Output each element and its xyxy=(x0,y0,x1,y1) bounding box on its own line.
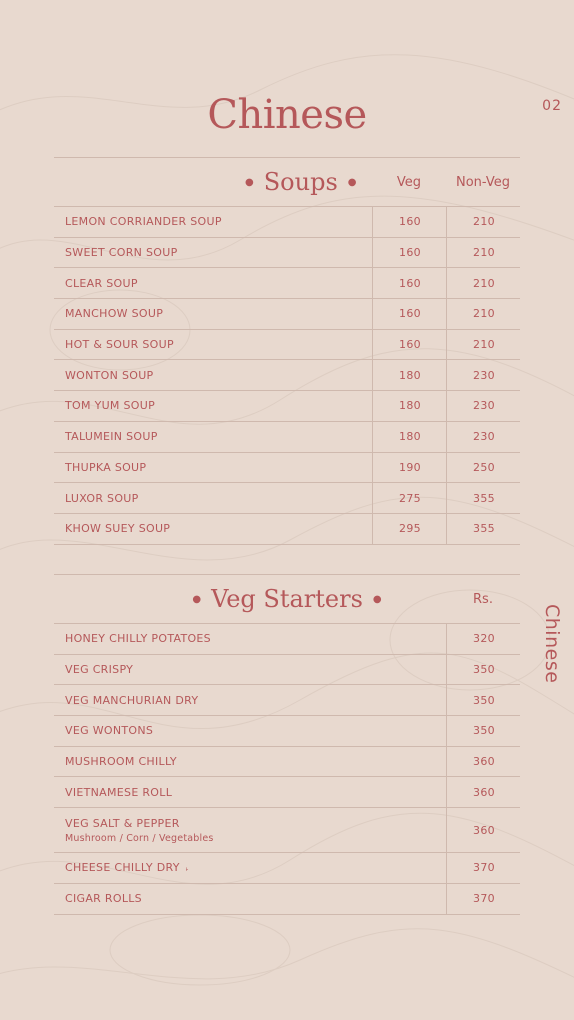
item-name-text: VEG SALT & PEPPER xyxy=(65,816,180,830)
table-row xyxy=(54,514,520,545)
item-name xyxy=(65,685,198,715)
table-row xyxy=(54,422,520,453)
item-name xyxy=(65,884,142,914)
veg-starters-section xyxy=(54,574,520,915)
soups-section xyxy=(54,157,520,545)
nonveg-price: 210 xyxy=(446,268,521,298)
page-title: Chinese xyxy=(207,92,367,138)
item-price: 360 xyxy=(446,777,521,807)
item-name-text: CIGAR ROLLS xyxy=(65,892,142,906)
veg-price: 160 xyxy=(372,207,447,237)
veg-price: 180 xyxy=(372,360,447,390)
item-name: SWEET CORN SOUP xyxy=(65,246,178,260)
item-name-line xyxy=(65,724,153,737)
table-row xyxy=(54,716,520,747)
veg-starters-list xyxy=(54,624,520,915)
veg-price: 275 xyxy=(372,483,447,513)
nonveg-price: 355 xyxy=(446,483,521,513)
item-name: CLEAR SOUP xyxy=(65,276,138,290)
table-row xyxy=(54,853,520,884)
nonveg-price: 230 xyxy=(446,422,521,452)
table-row xyxy=(54,268,520,299)
veg-column-header: Veg xyxy=(396,174,422,190)
item-price: 370 xyxy=(446,884,521,914)
item-name: LEMON CORRIANDER SOUP xyxy=(65,215,222,229)
nonveg-price: 230 xyxy=(446,391,521,421)
item-price: 350 xyxy=(446,716,521,746)
table-row xyxy=(54,747,520,778)
bullet-icon: ● xyxy=(347,176,357,188)
item-name-text: VEG MANCHURIAN DRY xyxy=(65,693,199,707)
item-name-line xyxy=(65,694,198,707)
veg-price: 160 xyxy=(372,238,447,268)
item-price: 320 xyxy=(446,624,521,654)
item-price: 370 xyxy=(446,853,521,883)
item-name-text: VIETNAMESE ROLL xyxy=(65,785,173,799)
item-name-line xyxy=(65,663,133,676)
item-name xyxy=(65,655,133,685)
item-name xyxy=(65,716,153,746)
table-row xyxy=(54,655,520,686)
item-name-text: VEG WONTONS xyxy=(65,724,154,738)
veg-price: 190 xyxy=(372,453,447,483)
bullet-icon: ● xyxy=(245,176,254,188)
item-name xyxy=(65,808,214,852)
soups-header xyxy=(54,157,520,207)
table-row xyxy=(54,238,520,269)
veg-price: 180 xyxy=(372,391,447,421)
item-price: 360 xyxy=(446,747,521,777)
item-name-line xyxy=(65,892,142,905)
table-row xyxy=(54,330,520,361)
side-section-label: Chinese xyxy=(541,604,563,684)
table-row xyxy=(54,777,520,808)
nonveg-price: 210 xyxy=(446,207,521,237)
table-row xyxy=(54,808,520,853)
nonveg-price: 230 xyxy=(446,360,521,390)
item-name: MANCHOW SOUP xyxy=(65,307,164,321)
bullet-icon: ● xyxy=(372,593,382,605)
item-name: TOM YUM SOUP xyxy=(65,399,156,413)
nonveg-price: 250 xyxy=(446,453,521,483)
item-name: LUXOR SOUP xyxy=(65,491,139,505)
spicy-mark-icon: ˫ xyxy=(185,864,189,874)
veg-starters-title-text: Veg Starters xyxy=(211,585,363,613)
item-name: THUPKA SOUP xyxy=(65,460,147,474)
nonveg-price: 210 xyxy=(446,330,521,360)
item-name-text: CHEESE CHILLY DRY xyxy=(65,861,180,875)
veg-price: 180 xyxy=(372,422,447,452)
item-name xyxy=(65,853,189,883)
table-row xyxy=(54,685,520,716)
item-name xyxy=(65,747,177,777)
item-price: 350 xyxy=(446,655,521,685)
table-row xyxy=(54,624,520,655)
item-name: WONTON SOUP xyxy=(65,368,154,382)
item-name: TALUMEIN SOUP xyxy=(65,430,158,444)
table-row xyxy=(54,360,520,391)
item-name-line xyxy=(65,755,177,768)
item-name xyxy=(65,777,172,807)
page-number: 02 xyxy=(542,98,562,114)
item-name-line xyxy=(65,817,214,830)
item-price: 350 xyxy=(446,685,521,715)
item-name: HOT & SOUR SOUP xyxy=(65,338,174,352)
table-row xyxy=(54,299,520,330)
veg-price: 160 xyxy=(372,268,447,298)
item-name-text: VEG CRISPY xyxy=(65,663,134,677)
item-name-line xyxy=(65,786,172,799)
soups-list xyxy=(54,207,520,545)
table-row xyxy=(54,453,520,484)
item-name-text: MUSHROOM CHILLY xyxy=(65,755,177,769)
nonveg-price: 355 xyxy=(446,514,521,544)
veg-starters-header xyxy=(54,574,520,624)
table-row xyxy=(54,391,520,422)
nonveg-price: 210 xyxy=(446,299,521,329)
bullet-icon: ● xyxy=(192,593,202,605)
soups-title-text: Soups xyxy=(263,168,338,196)
nonveg-price: 210 xyxy=(446,238,521,268)
item-name xyxy=(65,624,211,654)
item-description: Mushroom / Corn / Vegetables xyxy=(65,832,214,844)
item-name-line xyxy=(65,632,211,645)
table-row xyxy=(54,207,520,238)
table-row xyxy=(54,884,520,915)
table-row xyxy=(54,483,520,514)
nonveg-column-header: Non-Veg xyxy=(456,174,510,190)
veg-price: 160 xyxy=(372,330,447,360)
item-name: KHOW SUEY SOUP xyxy=(65,522,171,536)
veg-price: 160 xyxy=(372,299,447,329)
item-price: 360 xyxy=(446,808,521,852)
item-name-line xyxy=(65,861,189,874)
price-column-header: Rs. xyxy=(473,591,493,607)
veg-price: 295 xyxy=(372,514,447,544)
item-name-text: HONEY CHILLY POTATOES xyxy=(65,632,211,646)
